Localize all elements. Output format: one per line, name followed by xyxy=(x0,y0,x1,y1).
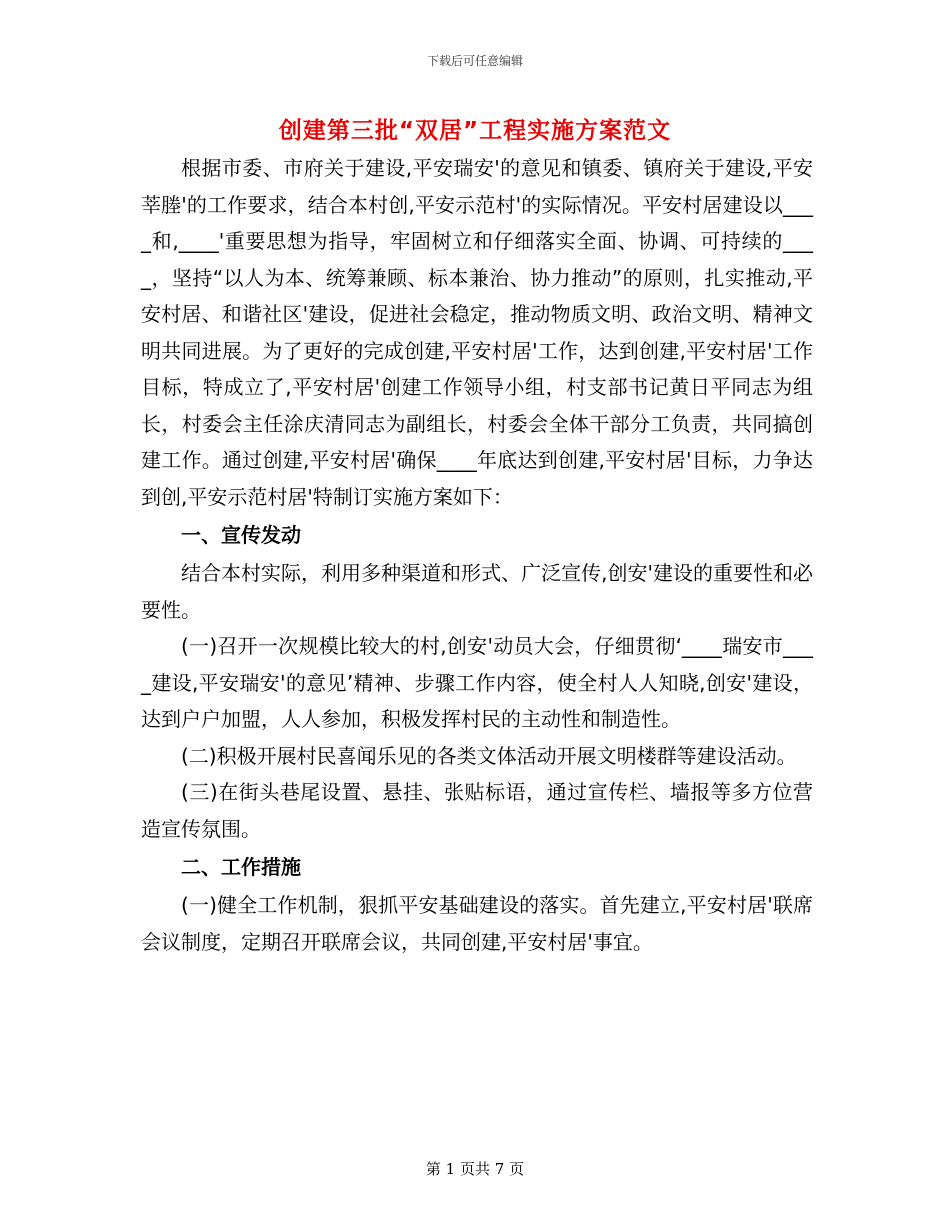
intro-paragraph: 根据市委、市府关于建设,平安瑞安'的意见和镇委、镇府关于建设,平安莘塍'的工作要求，结合本村创,平安示范村'的实际情况。平安村居建设以____和,____'重要思想为指导，牢固树立和仔细落实全面、协调、可持续的____，坚持“以人为本、统筹兼顾、标本兼治、协力推动”的原则，扎实推动,平安村居、和谐社区'建设，促进社会稳定，推动物质文明、政治文明、精神文明共同进展。为了更好的完成创建,平安村居'工作，达到创建,平安村居'工作目标，特成立了,平安村居'创建工作领导小组，村支部书记黄日平同志为组长，村委会主任涂庆清同志为副组长，村委会全体干部分工负责，共同搞创建工作。通过创建,平安村居'确保____年底达到创建,平安村居'目标，力争达到创,平安示范村居'特制订实施方案如下： xyxy=(141,156,813,509)
page-number: 第 1 页共 7 页 xyxy=(425,1160,525,1178)
section-heading-measures: 二、工作措施 xyxy=(181,855,301,879)
paragraph: (三)在街头巷尾设置、悬挂、张贴标语，通过宣传栏、墙报等多方位营造宣传氛围。 xyxy=(141,780,813,841)
document-body xyxy=(141,150,813,960)
paragraph: (一)召开一次规模比较大的村,创安'动员大会，仔细贯彻‘____瑞安市____建设,平安瑞安'的意见’精神、步骤工作内容，使全村人人知晓,创安'建设，达到户户加盟，人人参加，积极发挥村民的主动性和制造性。 xyxy=(141,634,813,731)
paragraph: (二)积极开展村民喜闻乐见的各类文体活动开展文明楼群等建设活动。 xyxy=(181,743,797,768)
paragraph: 结合本村实际，利用多种渠道和形式、广泛宣传,创安'建设的重要性和必要性。 xyxy=(141,561,813,622)
document-title: 创建第三批“双居”工程实施方案范文 xyxy=(278,118,672,144)
paragraph: (一)健全工作机制，狠抓平安基础建设的落实。首先建立,平安村居'联席会议制度，定期召开联席会议，共同创建,平安村居'事宜。 xyxy=(141,893,813,954)
section-heading-publicity: 一、宣传发动 xyxy=(181,523,301,547)
header-note: 下载后可任意编辑 xyxy=(426,54,523,68)
